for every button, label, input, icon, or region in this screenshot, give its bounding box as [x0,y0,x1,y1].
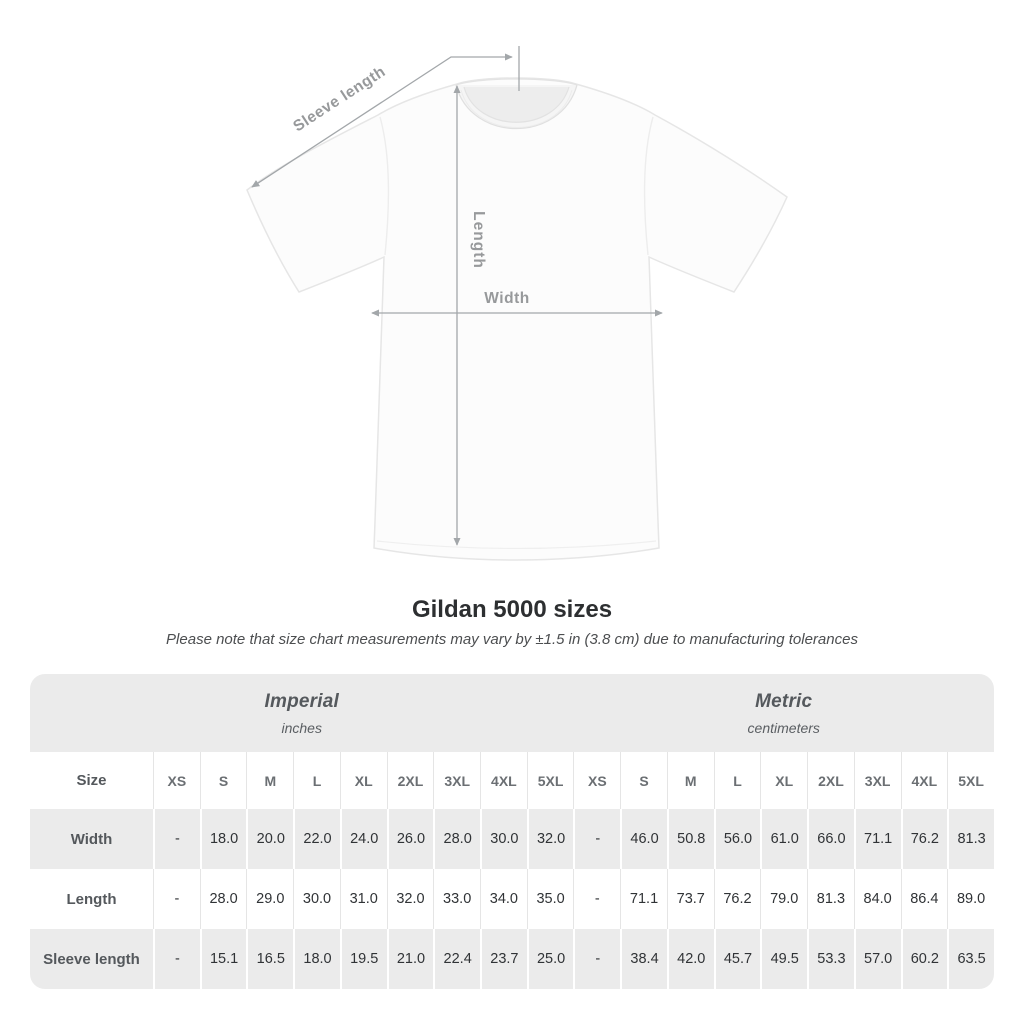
value-cell: 76.2 [901,809,948,869]
imperial-unit: inches [281,719,322,736]
value-cell: - [153,869,200,929]
value-cell: 60.2 [901,929,948,989]
value-cell: 81.3 [947,809,994,869]
value-cell: 30.0 [480,809,527,869]
tolerance-note: Please note that size chart measurements may vary by ±1.5 in (3.8 cm) due to manufacturing tolerances [166,631,858,648]
row-label: Width [30,809,153,869]
size-header: 2XL [807,752,854,809]
size-header: XL [760,752,807,809]
value-cell: 89.0 [947,869,994,929]
size-table [30,674,994,989]
size-header: M [246,752,293,809]
sleeve-length-row [30,929,994,989]
size-header: L [293,752,340,809]
value-cell: 20.0 [246,809,293,869]
value-cell: - [153,929,200,989]
size-header: S [620,752,667,809]
row-label: Sleeve length [30,929,153,989]
value-cell: - [573,869,620,929]
value-cell: 33.0 [433,869,480,929]
value-cell: 19.5 [340,929,387,989]
value-cell: 66.0 [807,809,854,869]
value-cell: 73.7 [667,869,714,929]
sleeve-length-label: Sleeve length [290,63,389,136]
size-header: 3XL [433,752,480,809]
size-header: 5XL [527,752,574,809]
value-cell: 22.4 [433,929,480,989]
value-cell: 15.1 [200,929,247,989]
value-cell: 21.0 [387,929,434,989]
value-cell: 16.5 [246,929,293,989]
size-header: 3XL [854,752,901,809]
width-label: Width [484,290,530,307]
value-cell: 24.0 [340,809,387,869]
value-cell: 71.1 [854,809,901,869]
metric-label: Metric [755,690,813,712]
value-cell: 50.8 [667,809,714,869]
page-title: Gildan 5000 sizes [411,596,613,623]
value-cell: 46.0 [620,809,667,869]
size-header: 2XL [387,752,434,809]
value-cell: 81.3 [807,869,854,929]
width-row [30,809,994,869]
metric-section-header [573,674,994,752]
value-cell: 34.0 [480,869,527,929]
value-cell: 42.0 [667,929,714,989]
value-cell: 32.0 [387,869,434,929]
value-cell: 38.4 [620,929,667,989]
value-cell: 53.3 [807,929,854,989]
value-cell: 28.0 [200,869,247,929]
value-cell: 79.0 [760,869,807,929]
value-cell: 23.7 [480,929,527,989]
value-cell: 57.0 [854,929,901,989]
value-cell: 76.2 [714,869,761,929]
value-cell: 22.0 [293,809,340,869]
metric-unit: centimeters [747,719,820,736]
size-header: 4XL [901,752,948,809]
imperial-section-header [30,674,573,752]
value-cell: 49.5 [760,929,807,989]
value-cell: 28.0 [433,809,480,869]
size-header: XL [340,752,387,809]
size-header: 4XL [480,752,527,809]
value-cell: 45.7 [714,929,761,989]
value-cell: 56.0 [714,809,761,869]
value-cell: 26.0 [387,809,434,869]
value-cell: 63.5 [947,929,994,989]
size-header: 5XL [947,752,994,809]
value-cell: - [153,809,200,869]
value-cell: 71.1 [620,869,667,929]
size-header-row [30,752,994,809]
unit-band-row [30,674,994,752]
size-col-header: Size [30,752,153,809]
value-cell: 61.0 [760,809,807,869]
length-label: Length [470,211,487,269]
size-header: XS [153,752,200,809]
size-header: M [667,752,714,809]
size-header: L [714,752,761,809]
value-cell: 32.0 [527,809,574,869]
value-cell: 35.0 [527,869,574,929]
tshirt-body [247,78,787,560]
row-label: Length [30,869,153,929]
value-cell: 31.0 [340,869,387,929]
length-row [30,869,994,929]
value-cell: - [573,929,620,989]
value-cell: 29.0 [246,869,293,929]
size-table-container [30,674,994,989]
value-cell: 18.0 [200,809,247,869]
value-cell: - [573,809,620,869]
value-cell: 18.0 [293,929,340,989]
caption-block [0,596,1024,648]
value-cell: 25.0 [527,929,574,989]
imperial-label: Imperial [264,690,339,712]
value-cell: 84.0 [854,869,901,929]
size-header: S [200,752,247,809]
size-header: XS [573,752,620,809]
value-cell: 86.4 [901,869,948,929]
value-cell: 30.0 [293,869,340,929]
